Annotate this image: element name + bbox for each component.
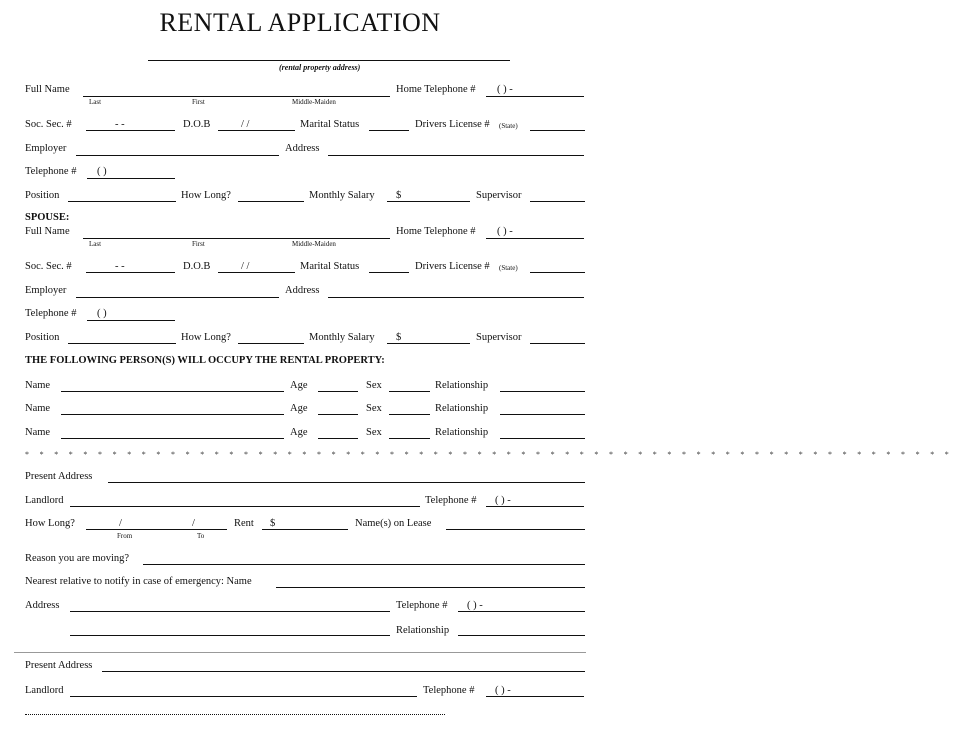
relative-telephone-label: Telephone #: [396, 600, 448, 611]
residence-how-long-label: How Long?: [25, 518, 75, 529]
occupant-2-name-label: Name: [25, 403, 51, 414]
relative-relationship-field[interactable]: [458, 635, 585, 636]
employer-address-field[interactable]: [328, 155, 584, 156]
spouse-ssn-label: Soc. Sec. #: [25, 261, 72, 272]
spouse-work-telephone-field[interactable]: [87, 320, 175, 321]
occupant-2-age-field[interactable]: [318, 414, 358, 415]
occupant-1-name-field[interactable]: [61, 391, 284, 392]
monthly-salary-label: Monthly Salary: [309, 190, 375, 201]
full-name-label: Full Name: [25, 84, 70, 95]
occupant-3-relationship-field[interactable]: [500, 438, 585, 439]
how-long-label: How Long?: [181, 190, 231, 201]
spouse-position-label: Position: [25, 332, 60, 343]
marital-status-label: Marital Status: [300, 119, 360, 130]
occupant-1-sex-label: Sex: [366, 380, 382, 391]
rental-address-caption: (rental property address): [279, 63, 361, 72]
spouse-drivers-license-field[interactable]: [530, 272, 585, 273]
work-telephone-label: Telephone #: [25, 166, 77, 177]
previous-address-field[interactable]: [102, 671, 585, 672]
occupant-3-name-field[interactable]: [61, 438, 284, 439]
occupant-2-relationship-label: Relationship: [435, 403, 489, 414]
dollar-sign: $: [396, 190, 402, 201]
previous-address-label: Present Address: [25, 660, 93, 671]
spouse-how-long-field[interactable]: [238, 343, 304, 344]
home-telephone-mask: ( ) -: [497, 84, 513, 95]
occupant-1-relationship-label: Relationship: [435, 380, 489, 391]
occupant-2-sex-field[interactable]: [389, 414, 430, 415]
drivers-license-field[interactable]: [530, 130, 585, 131]
spouse-employer-address-field[interactable]: [328, 297, 584, 298]
spouse-dob-label: D.O.B: [183, 261, 211, 272]
relative-telephone-mask: ( ) -: [467, 600, 483, 611]
residence-how-long-field[interactable]: [86, 529, 227, 530]
relative-relationship-label: Relationship: [396, 625, 450, 636]
occupant-3-age-field[interactable]: [318, 438, 358, 439]
landlord-telephone-mask: ( ) -: [495, 495, 511, 506]
spouse-heading: SPOUSE:: [25, 212, 70, 223]
ssn-label: Soc. Sec. #: [25, 119, 72, 130]
present-address-field[interactable]: [108, 482, 585, 483]
spouse-home-telephone-label: Home Telephone #: [396, 226, 476, 237]
occupant-1-sex-field[interactable]: [389, 391, 430, 392]
rent-dollar-sign: $: [270, 518, 276, 529]
spouse-full-name-label: Full Name: [25, 226, 70, 237]
employer-label: Employer: [25, 143, 67, 154]
landlord-label: Landlord: [25, 495, 64, 506]
full-name-field[interactable]: [83, 96, 390, 97]
spouse-work-telephone-label: Telephone #: [25, 308, 77, 319]
occupants-heading: THE FOLLOWING PERSON(S) WILL OCCUPY THE RENTAL PROPERTY:: [25, 355, 385, 366]
spouse-ssn-field[interactable]: [86, 272, 175, 273]
names-on-lease-field[interactable]: [446, 529, 585, 530]
relative-address-label: Address: [25, 600, 60, 611]
spouse-marital-status-label: Marital Status: [300, 261, 360, 272]
home-telephone-field[interactable]: [486, 96, 584, 97]
previous-landlord-label: Landlord: [25, 685, 64, 696]
occupant-2-relationship-field[interactable]: [500, 414, 585, 415]
occupant-2-age-label: Age: [290, 403, 308, 414]
spouse-how-long-label: How Long?: [181, 332, 231, 343]
spouse-supervisor-field[interactable]: [530, 343, 585, 344]
occupant-2-name-field[interactable]: [61, 414, 284, 415]
supervisor-label: Supervisor: [476, 190, 522, 201]
nearest-relative-name-field[interactable]: [276, 587, 585, 588]
work-telephone-mask: ( ): [97, 166, 107, 177]
spouse-middle-caption: Middle-Maiden: [292, 240, 336, 248]
from-caption: From: [117, 532, 133, 540]
spouse-home-telephone-mask: ( ) -: [497, 226, 513, 237]
last-caption: Last: [89, 98, 102, 106]
reason-moving-label: Reason you are moving?: [25, 553, 130, 564]
present-address-label: Present Address: [25, 471, 93, 482]
nearest-relative-label: Nearest relative to notify in case of emergency: Name: [25, 576, 252, 587]
position-field[interactable]: [68, 201, 176, 202]
spouse-dollar-sign: $: [396, 332, 402, 343]
employer-field[interactable]: [76, 155, 279, 156]
occupant-1-age-label: Age: [290, 380, 308, 391]
section-divider: [14, 652, 586, 653]
spouse-employer-field[interactable]: [76, 297, 279, 298]
spouse-monthly-salary-label: Monthly Salary: [309, 332, 375, 343]
occupant-1-name-label: Name: [25, 380, 51, 391]
spouse-full-name-field[interactable]: [83, 238, 390, 239]
drivers-license-label: Drivers License #: [415, 119, 490, 130]
spouse-dob-field[interactable]: [218, 272, 295, 273]
occupant-3-relationship-label: Relationship: [435, 427, 489, 438]
previous-landlord-telephone-mask: ( ) -: [495, 685, 511, 696]
spouse-ssn-mask: - -: [115, 261, 125, 272]
how-long-field[interactable]: [238, 201, 304, 202]
previous-landlord-telephone-label: Telephone #: [423, 685, 475, 696]
to-caption: To: [197, 532, 205, 540]
occupant-3-age-label: Age: [290, 427, 308, 438]
spouse-last-caption: Last: [89, 240, 102, 248]
home-telephone-label: Home Telephone #: [396, 84, 476, 95]
occupant-3-sex-field[interactable]: [389, 438, 430, 439]
cut-off-row[interactable]: [25, 714, 445, 715]
first-caption: First: [192, 98, 205, 106]
occupant-3-name-label: Name: [25, 427, 51, 438]
middle-caption: Middle-Maiden: [292, 98, 336, 106]
from-slash: /: [119, 518, 122, 529]
ssn-mask: - -: [115, 119, 125, 130]
spouse-work-telephone-mask: ( ): [97, 308, 107, 319]
previous-landlord-field[interactable]: [70, 696, 417, 697]
spouse-supervisor-label: Supervisor: [476, 332, 522, 343]
spouse-state-caption: (State): [499, 264, 518, 272]
spouse-marital-status-field[interactable]: [369, 272, 409, 273]
spouse-home-telephone-field[interactable]: [486, 238, 584, 239]
spouse-first-caption: First: [192, 240, 205, 248]
spouse-drivers-license-label: Drivers License #: [415, 261, 490, 272]
spouse-dob-mask: / /: [241, 261, 250, 272]
spouse-employer-address-label: Address: [285, 285, 320, 296]
relative-address-field[interactable]: [70, 611, 390, 612]
occupant-1-age-field[interactable]: [318, 391, 358, 392]
ssn-field[interactable]: [86, 130, 175, 131]
reason-moving-field[interactable]: [143, 564, 585, 565]
rental-address-field[interactable]: [148, 60, 510, 61]
position-label: Position: [25, 190, 60, 201]
to-slash: /: [192, 518, 195, 529]
occupant-2-sex-label: Sex: [366, 403, 382, 414]
dob-field[interactable]: [218, 130, 295, 131]
occupant-1-relationship-field[interactable]: [500, 391, 585, 392]
state-caption: (State): [499, 122, 518, 130]
employer-address-label: Address: [285, 143, 320, 154]
spouse-position-field[interactable]: [68, 343, 176, 344]
landlord-telephone-label: Telephone #: [425, 495, 477, 506]
work-telephone-field[interactable]: [87, 178, 175, 179]
rent-label: Rent: [234, 518, 254, 529]
names-on-lease-label: Name(s) on Lease: [355, 518, 432, 529]
form-title: RENTAL APPLICATION: [159, 8, 441, 37]
relative-address-line-2[interactable]: [70, 635, 390, 636]
landlord-field[interactable]: [70, 506, 420, 507]
supervisor-field[interactable]: [530, 201, 585, 202]
marital-status-field[interactable]: [369, 130, 409, 131]
dob-label: D.O.B: [183, 119, 211, 130]
star-separator: * * * * * * * * * * * * * * * * * * * * * * * * * * * * * * * * * * * * * * * * * * * * * * * * * * * * * * * * * * * * * * * *: [25, 450, 953, 459]
occupant-3-sex-label: Sex: [366, 427, 382, 438]
spouse-employer-label: Employer: [25, 285, 67, 296]
dob-mask: / /: [241, 119, 250, 130]
